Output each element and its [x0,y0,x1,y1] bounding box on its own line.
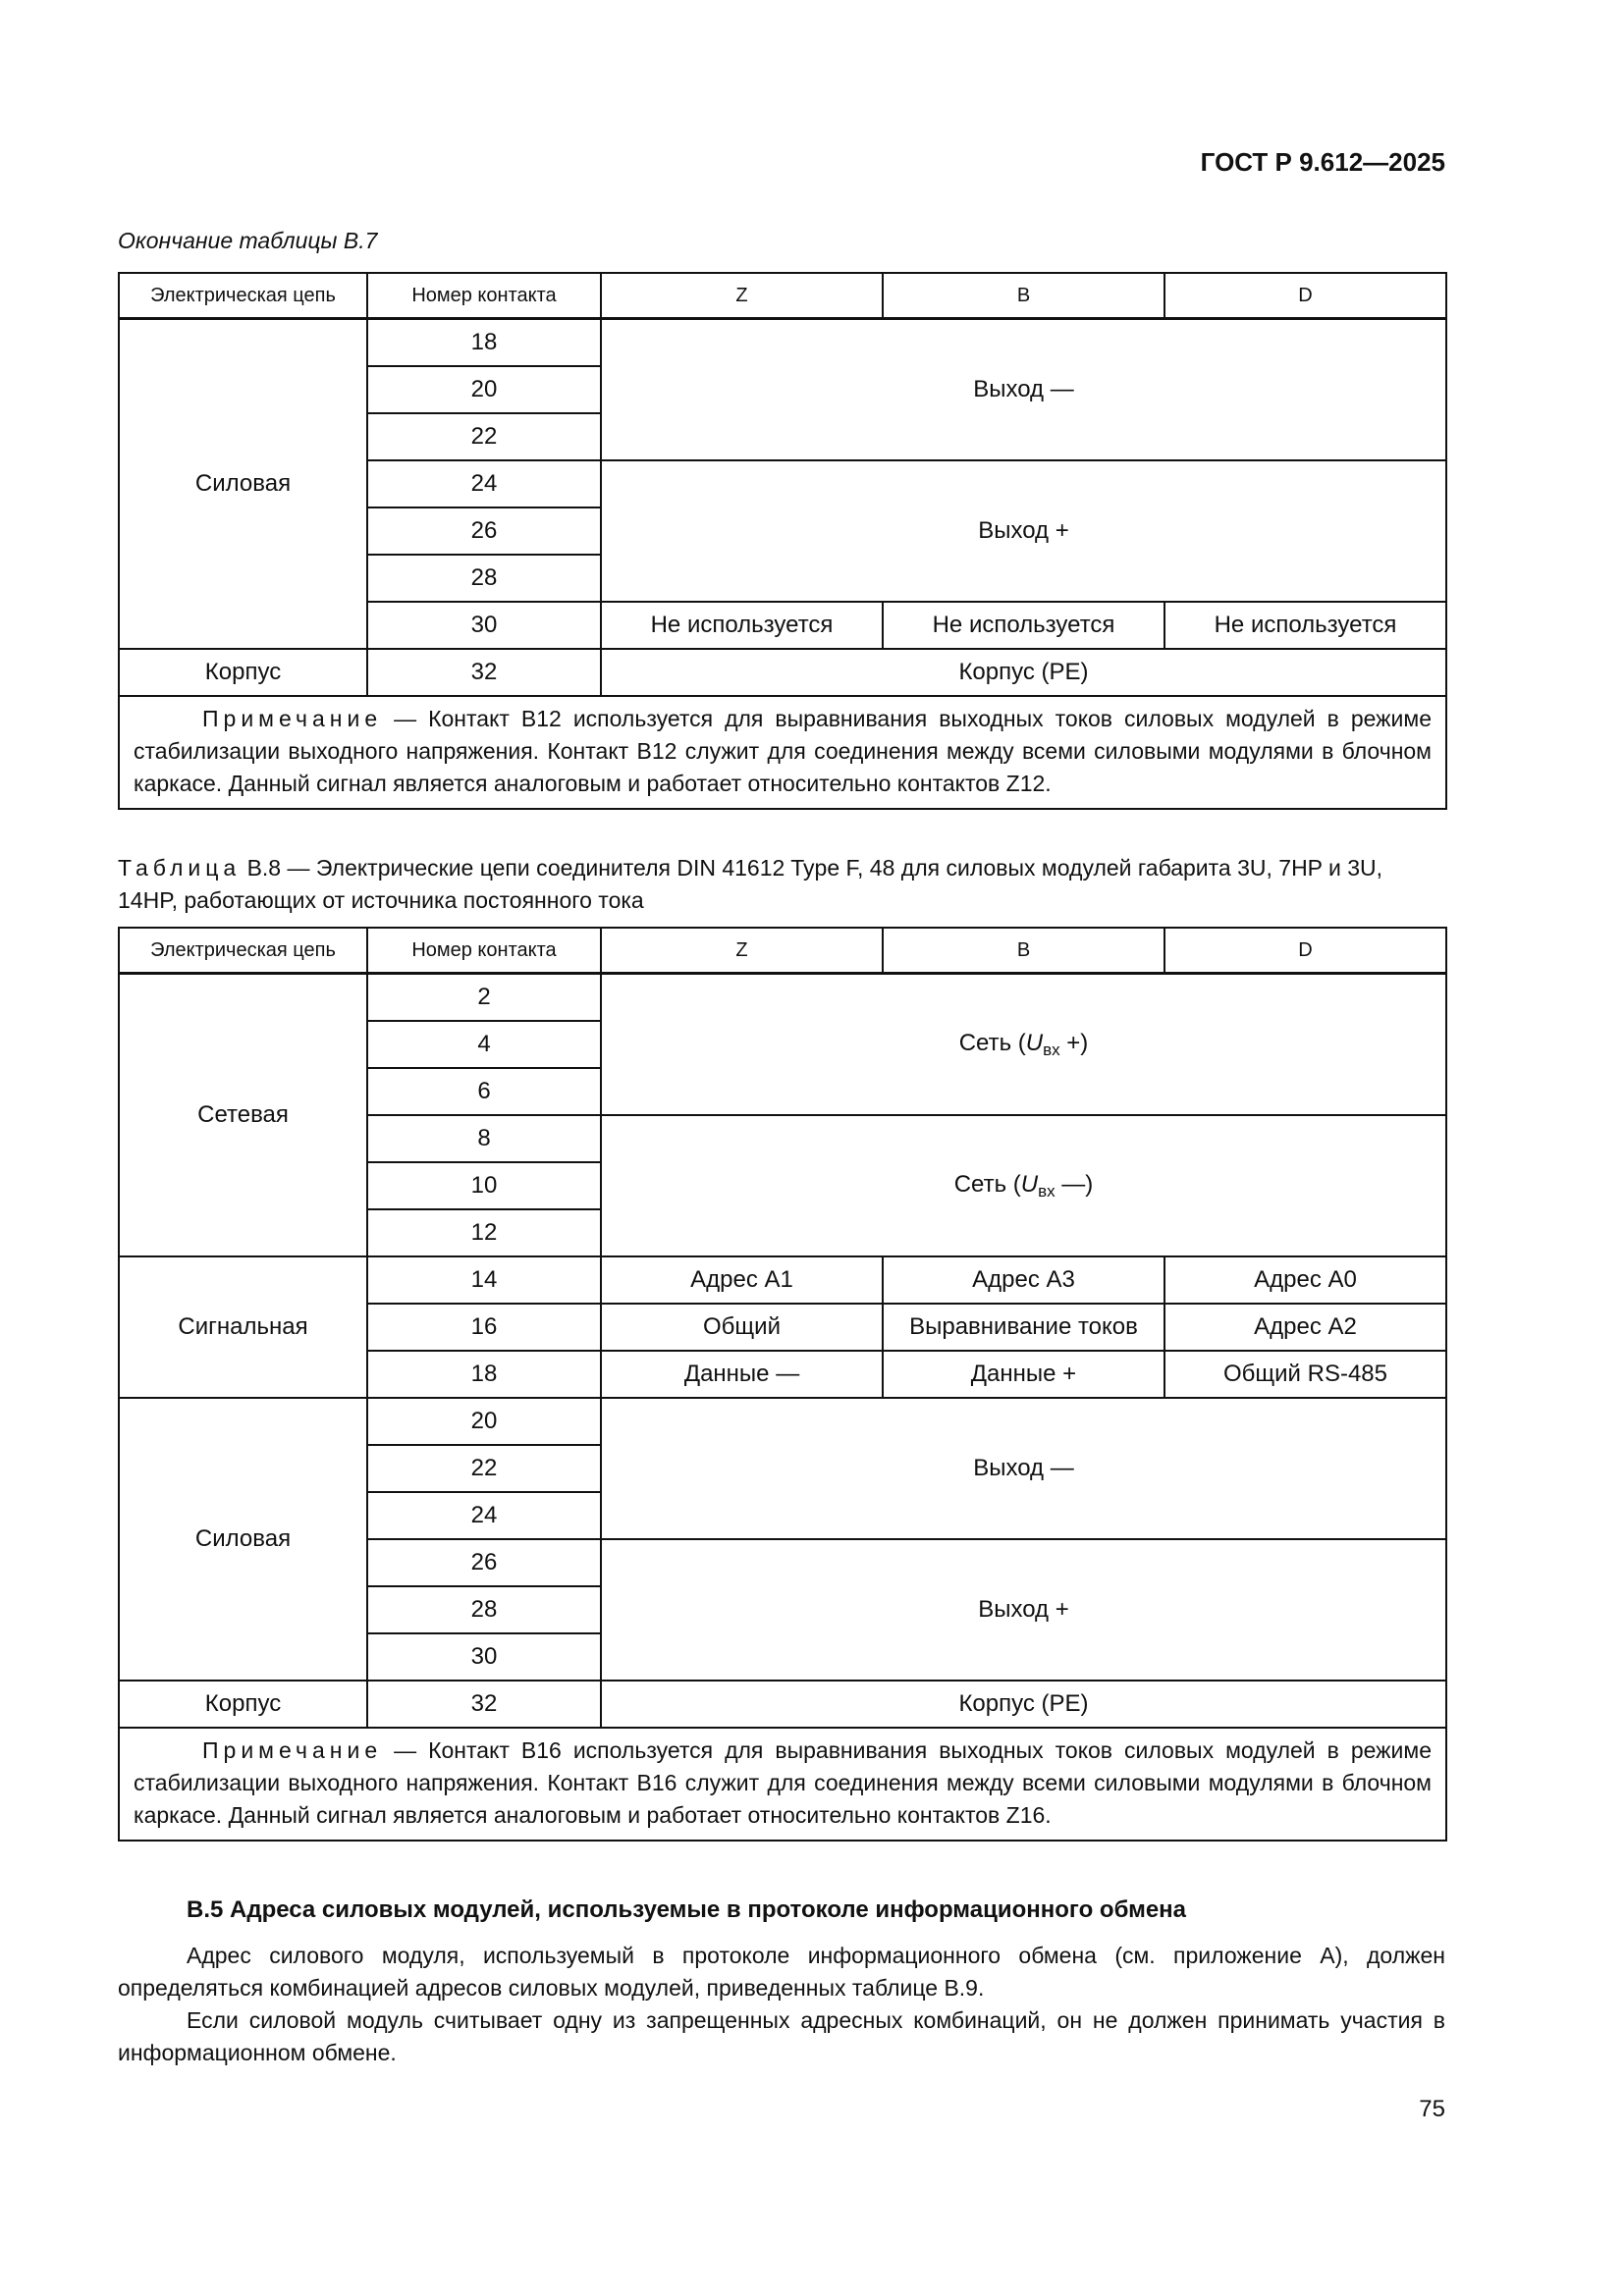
contact-number: 10 [367,1162,601,1209]
contact-number: 12 [367,1209,601,1256]
circuit-body: Корпус [119,649,367,696]
header-b: B [883,273,1164,319]
contact-number: 24 [367,460,601,507]
unused-z: Не используется [601,602,883,649]
table-row [119,1256,1446,1304]
contact-number: 32 [367,649,601,696]
network-plus: Сеть ($U_{вх}$ +) [601,974,1446,1116]
note-row [119,1728,1446,1841]
signal-cell: Данные — [601,1351,883,1398]
contact-number: 32 [367,1681,601,1728]
signal-cell: Данные + [883,1351,1164,1398]
header-d: D [1164,273,1446,319]
circuit-body: Корпус [119,1681,367,1728]
contact-number: 4 [367,1021,601,1068]
header-circuit: Электрическая цепь [119,928,367,974]
page-number: 75 [1419,2096,1445,2122]
contact-number: 2 [367,974,601,1022]
contact-number: 22 [367,413,601,460]
standard-designation: ГОСТ Р 9.612—2025 [1200,147,1445,177]
unused-b: Не используется [883,602,1164,649]
body-pe: Корпус (PE) [601,649,1446,696]
output-plus: Выход + [601,1539,1446,1681]
table-header-row [119,273,1446,319]
table-b8-caption [118,852,1443,917]
signal-cell: Адрес А1 [601,1256,883,1304]
contact-number: 20 [367,1398,601,1445]
header-b: B [883,928,1164,974]
note-row [119,696,1446,809]
header-contact-number: Номер контакта [367,928,601,974]
caption-text: В.8 — Электрические цепи соединителя DIN 41612 Type F, 48 для силовых модулей габарита 3U, 7HP и 3U, 14HP, работающих от источника постоянного тока [118,855,1383,913]
network-minus: Сеть ($U_{вх}$ —) [601,1115,1446,1256]
contact-number: 18 [367,319,601,367]
table-row [119,1398,1446,1445]
contact-number: 16 [367,1304,601,1351]
circuit-signal: Сигнальная [119,1256,367,1398]
header-circuit: Электрическая цепь [119,273,367,319]
contact-number: 22 [367,1445,601,1492]
contact-number: 18 [367,1351,601,1398]
contact-number: 30 [367,1633,601,1681]
signal-cell: Адрес А0 [1164,1256,1446,1304]
contact-number: 14 [367,1256,601,1304]
header-z: Z [601,273,883,319]
table-note [119,1728,1446,1841]
circuit-network: Сетевая [119,974,367,1257]
contact-number: 24 [367,1492,601,1539]
section-heading: В.5 Адреса силовых модулей, используемые в протоколе информационного обмена [187,1896,1187,1923]
unused-d: Не используется [1164,602,1446,649]
contact-number: 20 [367,366,601,413]
signal-cell: Общий RS-485 [1164,1351,1446,1398]
contact-number: 30 [367,602,601,649]
output-minus: Выход — [601,1398,1446,1539]
header-z: Z [601,928,883,974]
output-minus: Выход — [601,319,1446,461]
table-b8 [118,927,1447,1842]
header-d: D [1164,928,1446,974]
contact-number: 6 [367,1068,601,1115]
signal-cell: Адрес А3 [883,1256,1164,1304]
contact-number: 8 [367,1115,601,1162]
output-plus: Выход + [601,460,1446,602]
body-pe: Корпус (PE) [601,1681,1446,1728]
table-header-row [119,928,1446,974]
header-contact-number: Номер контакта [367,273,601,319]
note-label: Примечание [202,706,383,731]
signal-cell: Адрес А2 [1164,1304,1446,1351]
circuit-power: Силовая [119,1398,367,1681]
table-b7-end [118,272,1447,810]
caption-label: Таблица [118,855,242,881]
table-row [119,974,1446,1022]
contact-number: 28 [367,555,601,602]
table-row [119,1681,1446,1728]
contact-number: 28 [367,1586,601,1633]
section-paragraph-2: Если силовой модуль считывает одну из запрещенных адресных комбинаций, он не должен принимать участия в информационном обмене. [118,2007,1445,2065]
signal-cell: Общий [601,1304,883,1351]
section-paragraph-1: Адрес силового модуля, используемый в протоколе информационного обмена (см. приложение А), должен определяться комбинацией адресов силовых модулей, приведенных таблице В.9. [118,1943,1445,2001]
contact-number: 26 [367,1539,601,1586]
table-row [119,649,1446,696]
note-text: — Контакт В16 используется для выравнивания выходных токов силовых модулей в режиме стабилизации выходного напряжения. Контакт В16 служит для соединения между всеми силовыми модулями в блочном каркасе. Данный сигнал является аналоговым и работает относительно контактов Z16. [134,1737,1432,1828]
note-label: Примечание [202,1737,383,1763]
signal-cell: Выравнивание токов [883,1304,1164,1351]
contact-number: 26 [367,507,601,555]
table-row [119,319,1446,367]
table-note [119,696,1446,809]
table-continuation-caption: Окончание таблицы В.7 [118,228,378,253]
note-text: — Контакт В12 используется для выравнивания выходных токов силовых модулей в режиме стабилизации выходного напряжения. Контакт В12 служит для соединения между всеми силовыми модулями в блочном каркасе. Данный сигнал является аналоговым и работает относительно контактов Z12. [134,706,1432,796]
circuit-power: Силовая [119,319,367,650]
